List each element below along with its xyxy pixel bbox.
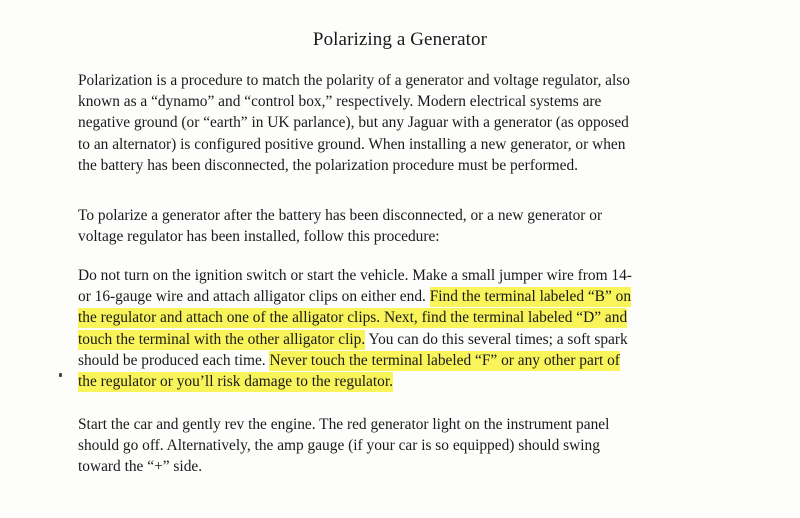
paragraph-line: should go off. Alternatively, the amp gauge (if your car is so equipped) should swing bbox=[78, 437, 600, 455]
plain-text: Do not turn on the ignition switch or start the vehicle. Make a small jumper wire from 14- bbox=[78, 267, 632, 284]
margin-dot bbox=[59, 373, 62, 377]
paragraph-line: voltage regulator has been installed, follow this procedure: bbox=[78, 228, 440, 246]
paragraph-line: negative ground (or “earth” in UK parlance), but any Jaguar with a generator (as opposed bbox=[78, 114, 629, 132]
highlighted-text: the regulator and attach one of the alligator clips. Next, find the terminal labeled “D” and bbox=[78, 309, 628, 327]
plain-text: should be produced each time. bbox=[78, 351, 270, 369]
paragraph-procedure bbox=[78, 265, 758, 392]
paragraph-line: toward the “+” side. bbox=[78, 458, 203, 476]
paragraph-line: the battery has been disconnected, the polarization procedure must be performed. bbox=[78, 156, 579, 174]
paragraph-line bbox=[78, 329, 758, 350]
paragraph-intro bbox=[78, 70, 758, 176]
plain-text: or 16-gauge wire and attach alligator clips on either end. bbox=[78, 288, 430, 306]
paragraph-line: to an alternator) is configured positive ground. When installing a new generator, or when bbox=[78, 135, 626, 153]
paragraph-line bbox=[78, 286, 758, 307]
paragraph-line bbox=[78, 307, 758, 328]
paragraph-line: Start the car and gently rev the engine. The red generator light on the instrument panel bbox=[78, 416, 610, 433]
paragraph-finish bbox=[78, 414, 758, 478]
highlighted-text: Never touch the terminal labeled “F” or any other part of bbox=[269, 351, 620, 369]
paragraph-line bbox=[78, 265, 758, 286]
highlighted-text: touch the terminal with the other alligator clip. bbox=[78, 330, 366, 348]
paragraph-line: To polarize a generator after the battery has been disconnected, or a new generator or bbox=[78, 207, 603, 224]
paragraph-setup bbox=[78, 205, 758, 247]
plain-text: You can do this several times; a soft spark bbox=[365, 330, 628, 348]
highlighted-text: the regulator or you’ll risk damage to the regulator. bbox=[78, 373, 393, 391]
highlighted-text: Find the terminal labeled “B” on bbox=[429, 288, 632, 306]
paragraph-line: known as a “dynamo” and “control box,” respectively. Modern electrical systems are bbox=[78, 93, 602, 111]
document-title: Polarizing a Generator bbox=[312, 29, 488, 50]
paragraph-line bbox=[78, 371, 758, 392]
paragraph-line bbox=[78, 350, 758, 371]
paragraph-line: Polarization is a procedure to match the polarity of a generator and voltage regulator, also bbox=[78, 72, 630, 89]
